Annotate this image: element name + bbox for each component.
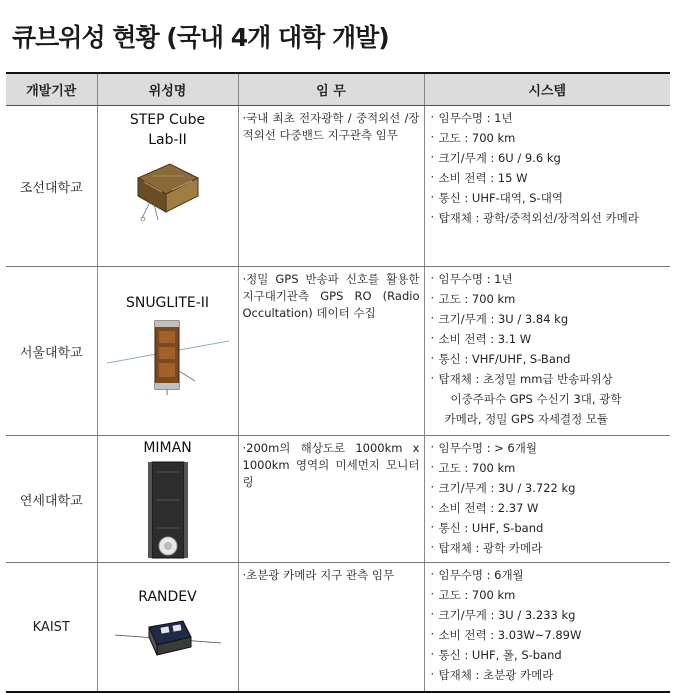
satellite-name: STEP Cube (129, 112, 206, 128)
cubesat-status-table (6, 72, 670, 693)
system-spec-list (425, 106, 671, 228)
step-cube-lab-satellite-image (128, 156, 208, 226)
spec-item: · 고도 : 700 km (431, 458, 671, 478)
mission-cell (238, 106, 424, 267)
spec-item: · 통신 : UHF, S-band (431, 518, 671, 538)
table-header-row (6, 73, 670, 106)
spec-item: · 소비 전력 : 15 W (431, 168, 671, 188)
table-row (6, 106, 670, 267)
spec-item: · 크기/무게 : 3U / 3.722 kg (431, 478, 671, 498)
mission-cell (238, 267, 424, 436)
spec-item-continued: 이중주파수 GPS 수신기 3대, 광학 (450, 392, 622, 406)
spec-item: · 고도 : 700 km (431, 128, 671, 148)
mission-text: ·정밀 GPS 반송파 신호를 활용한 지구대기관측 GPS RO (Radio Occultation) 데이터 수집 (242, 272, 420, 320)
page-title: 큐브위성 현황 (국내 4개 대학 개발) (12, 23, 389, 52)
table-row (6, 267, 670, 436)
spec-item: · 고도 : 700 km (431, 289, 671, 309)
mission-cell (238, 563, 424, 693)
developer-cell: 조선대학교 (6, 106, 97, 267)
system-cell (424, 436, 670, 563)
table-row (6, 436, 670, 563)
spec-item: · 임무수명 : 1년 (431, 108, 671, 128)
system-spec-list (425, 436, 671, 558)
mission-text: ·국내 최초 전자광학 / 중적외선 /장적외선 다중밴드 지구관측 임무 (242, 111, 420, 142)
developer-cell: KAIST (6, 563, 97, 693)
spec-item: · 크기/무게 : 6U / 9.6 kg (431, 148, 671, 168)
header-developer: 개발기관 (6, 73, 97, 106)
snuglite-satellite-image (103, 315, 233, 395)
header-satellite: 위성명 (97, 73, 238, 106)
mission-text: ·초분광 카메라 지구 관측 임무 (242, 568, 395, 582)
spec-item: · 소비 전력 : 3.1 W (431, 329, 671, 349)
mission-cell (238, 436, 424, 563)
spec-item: · 탑재체 : 광학/중적외선/장적외선 카메라 (431, 208, 671, 228)
spec-item-continued: 카메라, 정밀 GPS 자세결정 모듈 (444, 412, 609, 426)
system-cell (424, 563, 670, 693)
header-mission: 임 무 (238, 73, 424, 106)
satellite-name: MIMAN (143, 440, 192, 456)
satellite-cell (97, 106, 238, 267)
spec-item: · 통신 : VHF/UHF, S-Band (431, 349, 671, 369)
system-cell (424, 267, 670, 436)
spec-item: · 탑재체 : 초정밀 mm급 반송파위상 (431, 369, 671, 389)
spec-item: · 통신 : UHF-대역, S-대역 (431, 188, 671, 208)
spec-item: · 소비 전력 : 3.03W~7.89W (431, 625, 671, 645)
table-row (6, 563, 670, 693)
randev-satellite-image (113, 613, 223, 663)
header-system: 시스템 (424, 73, 670, 106)
developer-cell: 연세대학교 (6, 436, 97, 563)
satellite-cell (97, 267, 238, 436)
developer-cell: 서울대학교 (6, 267, 97, 436)
spec-item: · 임무수명 : 6개월 (431, 565, 671, 585)
system-spec-list (425, 563, 671, 685)
satellite-name-line2: Lab-II (148, 132, 187, 148)
spec-item: · 임무수명 : > 6개월 (431, 438, 671, 458)
spec-item: · 소비 전력 : 2.37 W (431, 498, 671, 518)
system-spec-list (425, 267, 671, 429)
satellite-cell (97, 563, 238, 693)
spec-item: · 임무수명 : 1년 (431, 269, 671, 289)
system-cell (424, 106, 670, 267)
spec-item: · 통신 : UHF, 폴, S-band (431, 645, 671, 665)
spec-item: · 고도 : 700 km (431, 585, 671, 605)
spec-item: · 탑재체 : 초분광 카메라 (431, 665, 671, 685)
spec-item: · 크기/무게 : 3U / 3.233 kg (431, 605, 671, 625)
spec-item: · 탑재체 : 광학 카메라 (431, 538, 671, 558)
miman-satellite-image (138, 460, 198, 560)
satellite-cell (97, 436, 238, 563)
satellite-name: SNUGLITE-II (125, 295, 210, 311)
satellite-name: RANDEV (138, 589, 197, 605)
spec-item: · 크기/무게 : 3U / 3.84 kg (431, 309, 671, 329)
mission-text: ·200m의 해상도로 1000km x 1000km 영역의 미세먼지 모니터링 (242, 441, 420, 489)
